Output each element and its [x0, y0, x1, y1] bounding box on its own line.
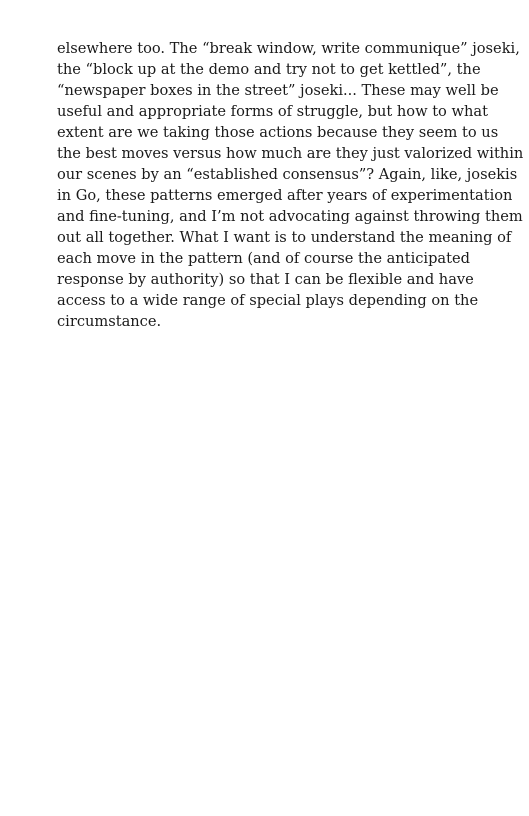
text-line: extent are we taking those actions because they seem to us	[57, 124, 499, 141]
text-line: “newspaper boxes in the street” joseki... These may well be	[57, 82, 499, 99]
text-line: the “block up at the demo and try not to get kettled”, the	[57, 61, 481, 78]
text-line: out all together. What I want is to understand the meaning of	[57, 229, 512, 246]
text-line: access to a wide range of special plays depending on the	[57, 292, 479, 309]
text-line: each move in the pattern (and of course the anticipated	[57, 250, 470, 267]
text-line: useful and appropriate forms of struggle, but how to what	[57, 103, 488, 120]
text-line: and fine-tuning, and I’m not advocating against throwing them	[57, 208, 523, 225]
text-line: elsewhere too. The “break window, write communique” joseki,	[57, 40, 520, 57]
body-paragraph	[57, 38, 524, 332]
text-line: the best moves versus how much are they just valorized within	[57, 145, 524, 162]
text-line: response by authority) so that I can be flexible and have	[57, 271, 474, 288]
text-line: our scenes by an “established consensus”? Again, like, josekis	[57, 166, 518, 183]
text-line: in Go, these patterns emerged after years of experimentation	[57, 187, 513, 204]
text-line: circumstance.	[57, 313, 162, 330]
